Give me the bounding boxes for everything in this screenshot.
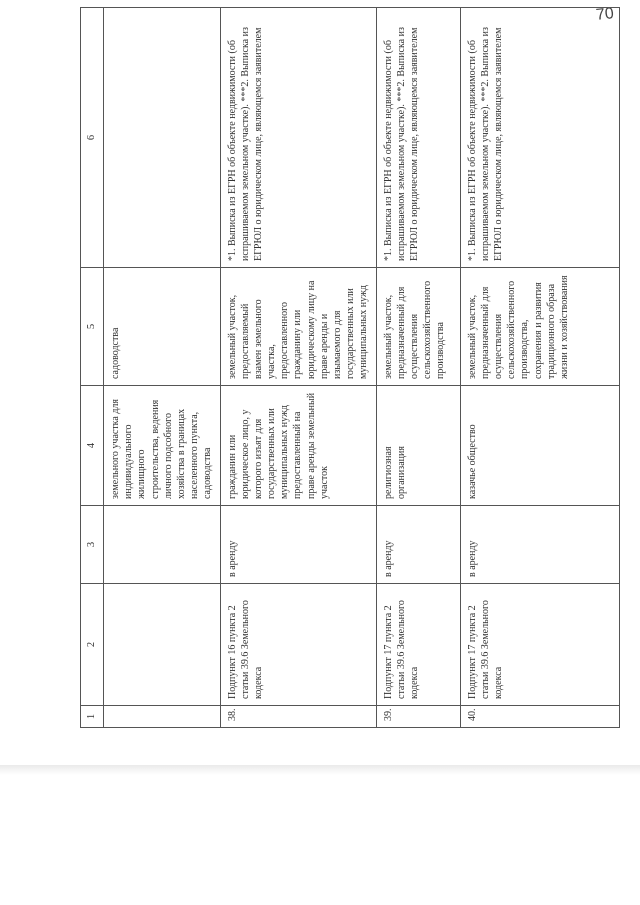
column-header: 2: [81, 584, 104, 706]
table-row: [376, 8, 460, 728]
column-header: 1: [81, 706, 104, 728]
table-row: [220, 8, 376, 728]
provision-type: в аренду: [220, 506, 376, 584]
table-row: [460, 8, 619, 728]
provision-type: в аренду: [460, 506, 619, 584]
table-header-row: [81, 8, 104, 728]
row-number: 39.: [376, 706, 460, 728]
land-plot-table: [80, 7, 620, 728]
recipient: гражданин или юридическое лицо, у которого изъят для государственных или муниципальных нужд предоставленный на праве аренды земельный участок: [220, 386, 376, 506]
row-number: 38.: [220, 706, 376, 728]
scan-edge: [0, 765, 640, 775]
legal-basis: Подпункт 17 пункта 2 статьи 39.6 Земельного кодекса: [376, 584, 460, 706]
required-documents: *1. Выписка из ЕГРН об объекте недвижимости (об испрашиваемом земельном участке). ***2. Выписка из ЕГРЮЛ о юридическом лице, являющемся заявителем: [460, 8, 619, 268]
provision-type: [104, 506, 221, 584]
column-header: 6: [81, 8, 104, 268]
column-header: 4: [81, 386, 104, 506]
land-plot-object: земельный участок, предназначенный для осуществления сельскохозяйственного производства, сохранения и развития традиционного образа жизни и хозяйствования: [460, 268, 619, 386]
required-documents: [104, 8, 221, 268]
land-plot-object: садоводства: [104, 268, 221, 386]
rotated-table-sheet: [80, 8, 620, 728]
legal-basis: [104, 584, 221, 706]
required-documents: *1. Выписка из ЕГРН об объекте недвижимости (об испрашиваемом земельном участке). ***2. Выписка из ЕГРЮЛ о юридическом лице, являющемся заявителем: [220, 8, 376, 268]
land-plot-object: земельный участок, предназначенный для осуществления сельскохозяйственного производства: [376, 268, 460, 386]
required-documents: *1. Выписка из ЕГРН об объекте недвижимости (об испрашиваемом земельном участке). ***2. Выписка из ЕГРЮЛ о юридическом лице, являющемся заявителем: [376, 8, 460, 268]
table-row: [104, 8, 221, 728]
recipient: земельного участка для индивидуального жилищного строительства, ведения личного подсобного хозяйства в границах населенного пункта, садоводства: [104, 386, 221, 506]
column-header: 3: [81, 506, 104, 584]
row-number: 40.: [460, 706, 619, 728]
legal-basis: Подпункт 16 пункта 2 статьи 39.6 Земельного кодекса: [220, 584, 376, 706]
page-number: 70: [595, 5, 615, 24]
provision-type: в аренду: [376, 506, 460, 584]
recipient: религиозная организация: [376, 386, 460, 506]
recipient: казачье общество: [460, 386, 619, 506]
column-header: 5: [81, 268, 104, 386]
row-number: [104, 706, 221, 728]
legal-basis: Подпункт 17 пункта 2 статьи 39.6 Земельного кодекса: [460, 584, 619, 706]
land-plot-object: земельный участок, предоставляемый взамен земельного участка, предоставленного гражданину или юридическому лицу на праве аренды и изымаемого для государственных или муниципальных нужд: [220, 268, 376, 386]
